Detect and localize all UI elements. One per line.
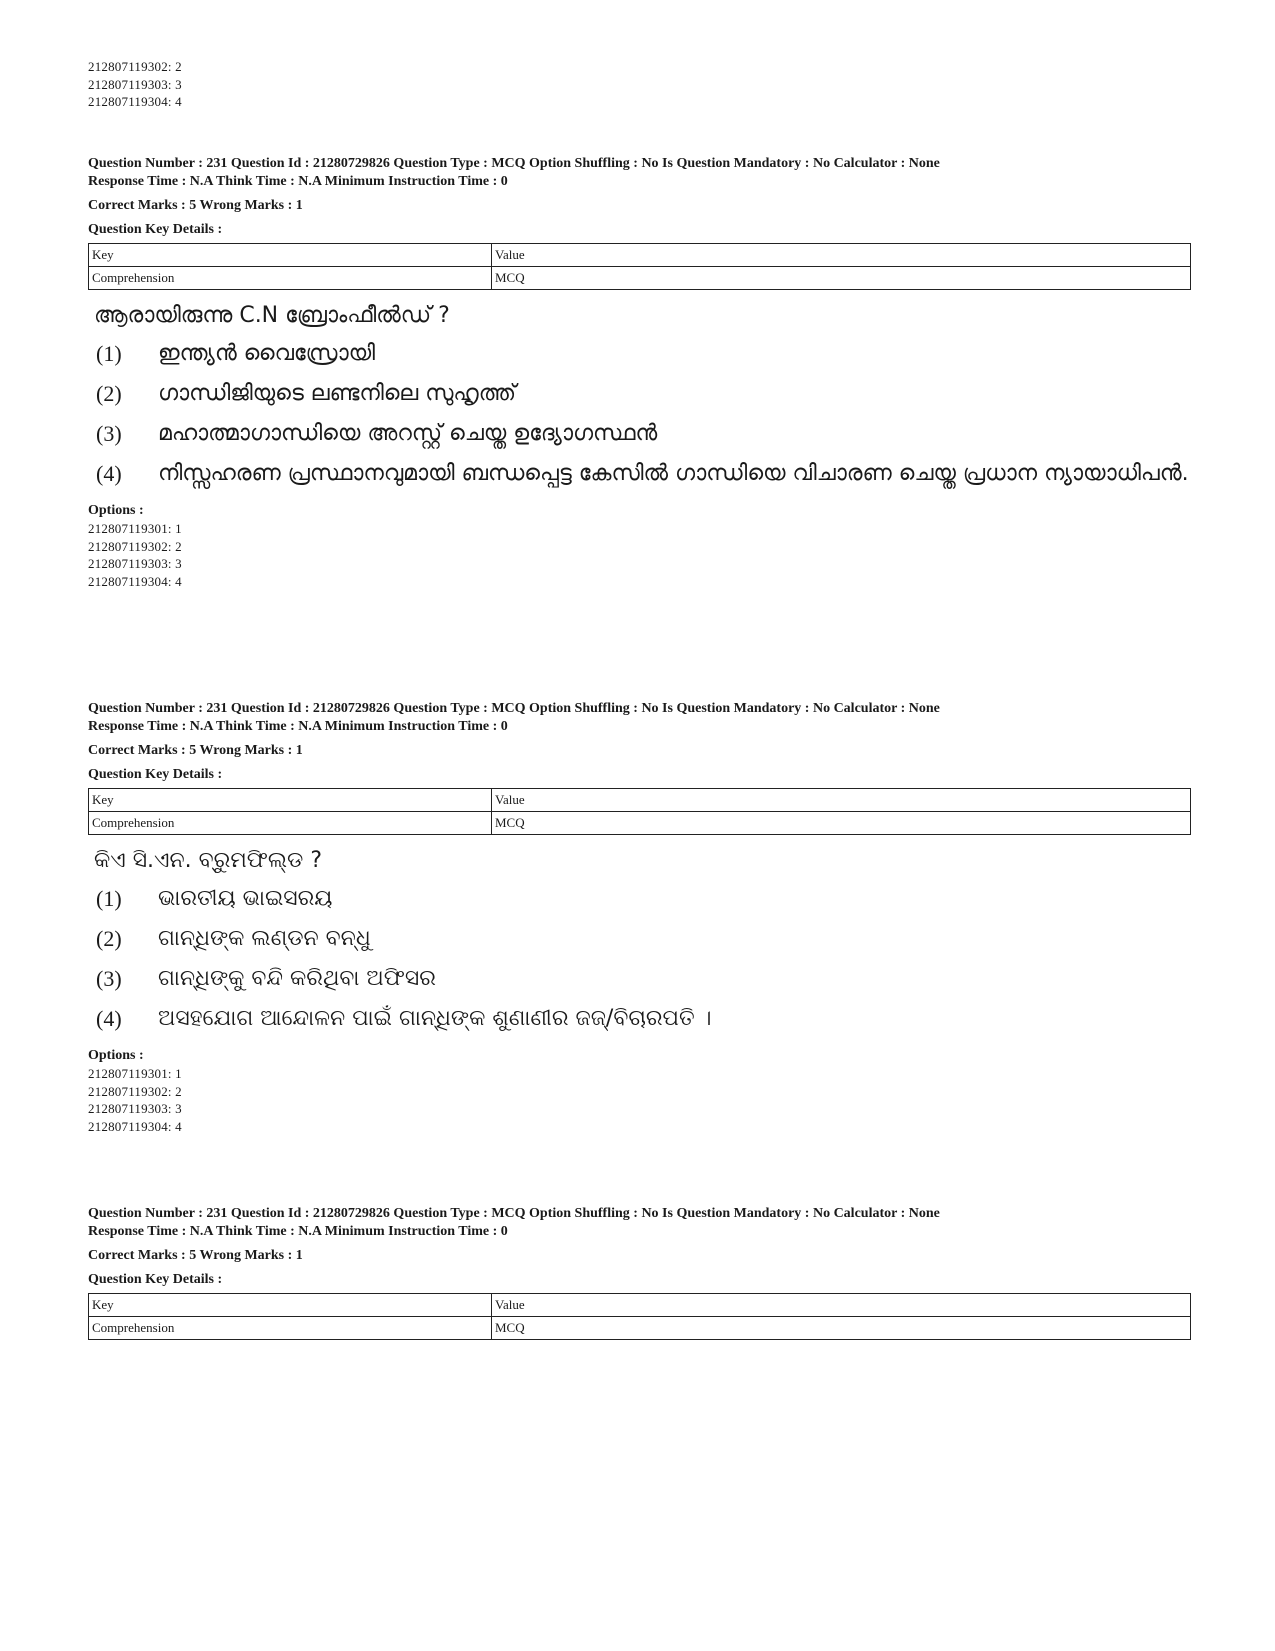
option-id: 212807119303: 3 bbox=[88, 76, 182, 92]
option-id: 212807119302: 2 bbox=[88, 538, 182, 554]
question-meta-line: Question Number : 231 Question Id : 21280729826 Question Type : MCQ Option Shuffling : No Is Question Mandatory : No Calculator : None bbox=[88, 1206, 940, 1221]
table-cell: Comprehension bbox=[89, 1317, 492, 1340]
question-text: ആരായിരുന്നു C.N ബ്രോംഫീൽഡ് ? bbox=[94, 303, 450, 328]
answer-option bbox=[88, 454, 1193, 494]
options-label: Options : bbox=[88, 1048, 144, 1063]
answer-option bbox=[88, 959, 1193, 999]
top-option-ids bbox=[88, 58, 1193, 111]
marks-line: Correct Marks : 5 Wrong Marks : 1 bbox=[88, 1248, 303, 1263]
option-number: (4) bbox=[96, 461, 122, 486]
key-details-label: Question Key Details : bbox=[88, 1272, 223, 1287]
table-cell: MCQ bbox=[492, 267, 1191, 290]
option-id: 212807119301: 1 bbox=[88, 521, 182, 536]
option-text: ഗാന്ധിജിയുടെ ലണ്ടനിലെ സുഹൃത്ത് bbox=[158, 381, 517, 406]
option-id: 212807119304: 4 bbox=[88, 94, 182, 109]
table-header-row bbox=[89, 1294, 1191, 1317]
table-cell: MCQ bbox=[492, 812, 1191, 835]
table-cell: Key bbox=[89, 789, 492, 812]
answer-option bbox=[88, 879, 1193, 919]
response-time-line: Response Time : N.A Think Time : N.A Minimum Instruction Time : 0 bbox=[88, 1224, 508, 1239]
question-block-3 bbox=[88, 1205, 1193, 1340]
table-cell: Key bbox=[89, 1294, 492, 1317]
key-details-table bbox=[88, 243, 1191, 290]
table-cell: Value bbox=[492, 1294, 1191, 1317]
marks-line: Correct Marks : 5 Wrong Marks : 1 bbox=[88, 198, 303, 213]
option-text: ଗାନ୍ଧିଙ୍କ ଲଣ୍ଡନ ବନ୍ଧୁ bbox=[158, 926, 371, 951]
options-label: Options : bbox=[88, 503, 144, 518]
option-id: 212807119302: 2 bbox=[88, 1083, 182, 1099]
question-text: କିଏ ସି.ଏନ. ବ୍ରୁମଫିଲ୍ଡ ? bbox=[94, 848, 323, 873]
table-cell: Comprehension bbox=[89, 267, 492, 290]
response-time-line: Response Time : N.A Think Time : N.A Minimum Instruction Time : 0 bbox=[88, 174, 508, 189]
table-cell: Value bbox=[492, 244, 1191, 267]
option-number: (4) bbox=[96, 1006, 122, 1031]
option-text: ଅସହଯୋଗ ଆନ୍ଦୋଳନ ପାଇଁ ଗାନ୍ଧିଙ୍କ ଶୁଣାଣୀର ଜଜ୍/ବିଚାରପତି । bbox=[158, 1006, 712, 1031]
question-block-2 bbox=[88, 700, 1193, 1135]
option-id: 212807119302: 2 bbox=[88, 59, 182, 74]
option-id-list bbox=[88, 520, 1193, 590]
option-number: (3) bbox=[96, 421, 122, 446]
key-details-table bbox=[88, 1293, 1191, 1340]
option-number: (2) bbox=[96, 381, 122, 406]
option-id: 212807119304: 4 bbox=[88, 1118, 182, 1134]
key-details-table bbox=[88, 788, 1191, 835]
option-text: ଭାରତୀୟ ଭାଇସରୟ bbox=[158, 886, 333, 911]
option-text: നിസ്സഹരണ പ്രസ്ഥാനവുമായി ബന്ധപ്പെട്ട കേസിൽ ഗാന്ധിയെ വിചാരണ ചെയ്ത പ്രധാന ന്യായാധിപൻ. bbox=[158, 461, 1189, 486]
option-number: (1) bbox=[96, 341, 122, 366]
key-details-label: Question Key Details : bbox=[88, 767, 223, 782]
answer-option bbox=[88, 414, 1193, 454]
table-header-row bbox=[89, 789, 1191, 812]
question-block-1 bbox=[88, 155, 1193, 590]
table-header-row bbox=[89, 244, 1191, 267]
marks-line: Correct Marks : 5 Wrong Marks : 1 bbox=[88, 743, 303, 758]
table-row bbox=[89, 1317, 1191, 1340]
option-id: 212807119303: 3 bbox=[88, 1101, 182, 1116]
option-id: 212807119301: 1 bbox=[88, 1066, 182, 1081]
question-meta-line: Question Number : 231 Question Id : 21280729826 Question Type : MCQ Option Shuffling : No Is Question Mandatory : No Calculator : None bbox=[88, 701, 940, 716]
option-number: (3) bbox=[96, 966, 122, 991]
key-details-label: Question Key Details : bbox=[88, 222, 223, 237]
option-id: 212807119304: 4 bbox=[88, 573, 182, 589]
question-meta-line: Question Number : 231 Question Id : 21280729826 Question Type : MCQ Option Shuffling : No Is Question Mandatory : No Calculator : None bbox=[88, 156, 940, 171]
option-number: (2) bbox=[96, 926, 122, 951]
table-row bbox=[89, 267, 1191, 290]
option-id: 212807119303: 3 bbox=[88, 556, 182, 571]
table-row bbox=[89, 812, 1191, 835]
answer-option bbox=[88, 374, 1193, 414]
option-number: (1) bbox=[96, 886, 122, 911]
option-id-list bbox=[88, 1065, 1193, 1135]
response-time-line: Response Time : N.A Think Time : N.A Minimum Instruction Time : 0 bbox=[88, 719, 508, 734]
answer-option bbox=[88, 919, 1193, 959]
option-text: മഹാത്മാഗാന്ധിയെ അറസ്റ്റ് ചെയ്ത ഉദ്യോഗസ്ഥൻ bbox=[158, 421, 658, 446]
table-cell: MCQ bbox=[492, 1317, 1191, 1340]
table-cell: Key bbox=[89, 244, 492, 267]
option-text: ଗାନ୍ଧିଙ୍କୁ ବନ୍ଦି କରିଥିବା ଅଫିସର bbox=[158, 966, 436, 991]
table-cell: Value bbox=[492, 789, 1191, 812]
answer-option bbox=[88, 334, 1193, 374]
option-text: ഇന്ത്യൻ വൈസ്രോയി bbox=[158, 341, 376, 366]
answer-option bbox=[88, 999, 1193, 1039]
table-cell: Comprehension bbox=[89, 812, 492, 835]
